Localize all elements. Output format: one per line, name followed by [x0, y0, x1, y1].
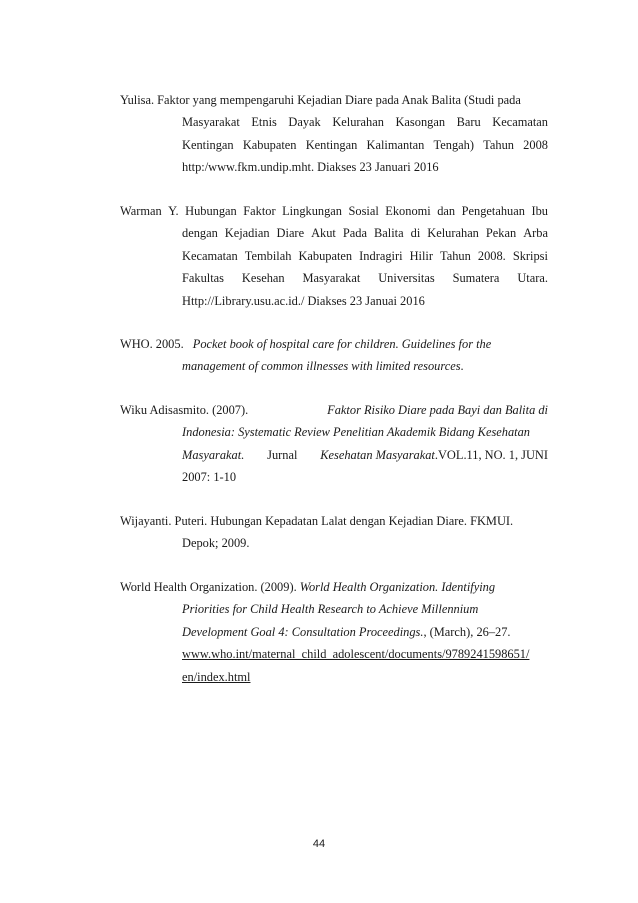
reference-line: 2007: 1-10	[182, 470, 237, 485]
word: Balita	[374, 226, 404, 241]
journal-name: Kesehatan Masyarakat	[320, 447, 435, 462]
word: 2008.	[477, 248, 506, 263]
word: Pada	[342, 226, 367, 241]
word: Pengetahuan	[461, 204, 525, 218]
word: Ekonomi	[385, 204, 431, 218]
citation-title: Masyarakat.	[182, 447, 245, 462]
word: Lingkungan	[282, 204, 342, 218]
word: Universitas	[378, 271, 435, 286]
journal-label: Jurnal	[267, 447, 298, 462]
citation-punctuation: .	[460, 359, 464, 374]
word: Hilir	[409, 248, 433, 263]
reference-line: Indonesia: Systematic Review Penelitian Akademik Bidang Kesehatan	[182, 425, 530, 440]
word: dengan	[182, 226, 218, 241]
word: Tembilah	[244, 248, 292, 263]
word: Kalimantan	[366, 137, 425, 152]
word: Kabupaten	[242, 137, 297, 152]
word: Kecamatan	[182, 248, 238, 263]
reference-wiku-adisasmito	[120, 399, 548, 489]
word: 2008	[523, 137, 548, 152]
word: Skripsi	[512, 248, 548, 263]
word: Hubungan	[185, 204, 237, 218]
reference-who-2005	[120, 333, 548, 378]
word: Tahun	[440, 248, 471, 263]
word: Masyarakat	[302, 271, 361, 286]
reference-line: Priorities for Child Health Research to Achieve Millennium	[182, 602, 479, 617]
word: Y.	[168, 204, 179, 218]
reference-line	[120, 621, 548, 643]
reference-line	[120, 355, 548, 377]
journal-volume: .VOL.11, NO. 1, JUNI	[434, 447, 548, 462]
word: Kelurahan	[427, 226, 479, 241]
reference-line	[120, 222, 548, 244]
citation-title: Pocket book of hospital care for children. Guidelines for the	[192, 337, 492, 351]
reference-wijayanti	[120, 510, 548, 555]
reference-url-link[interactable]: en/index.html	[182, 669, 251, 684]
word: Tengah)	[433, 137, 474, 152]
page-number: 44	[312, 838, 326, 850]
word: Kejadian	[224, 226, 270, 241]
word: Sosial	[348, 204, 379, 218]
word: Diare	[276, 226, 305, 241]
citation-author: WHO. 2005.	[120, 337, 184, 351]
word: dan	[437, 204, 456, 218]
citation-title: World Health Organization. Identifying	[299, 580, 496, 594]
word: Fakultas	[182, 271, 224, 286]
word: Kasongan	[395, 115, 446, 130]
word: Tahun	[483, 137, 514, 152]
reference-line	[120, 134, 548, 156]
reference-line: Yulisa. Faktor yang mempengaruhi Kejadian Diare pada Anak Balita (Studi pada	[120, 93, 521, 107]
citation-author: Wiku Adisasmito. (2007).	[120, 403, 249, 417]
word: Kentingan	[305, 137, 358, 152]
word: Kesehan	[241, 271, 285, 286]
reference-line	[120, 111, 548, 133]
word: Ibu	[531, 204, 548, 218]
word: Faktor	[243, 204, 276, 218]
reference-url-link[interactable]: www.who.int/maternal_child_adolescent/documents/9789241598651/	[182, 647, 530, 662]
reference-yulisa	[120, 89, 548, 179]
reference-line: Http://Library.usu.ac.id./ Diakses 23 Januai 2016	[182, 293, 425, 308]
citation-author: World Health Organization. (2009).	[120, 580, 297, 594]
reference-line	[120, 245, 548, 267]
word: Warman	[120, 204, 162, 218]
word: Etnis	[251, 115, 277, 130]
word: Masyarakat	[182, 115, 240, 130]
word: Kentingan	[182, 137, 234, 152]
word: Dayak	[288, 115, 321, 130]
reference-line	[120, 399, 548, 421]
reference-line: Depok; 2009.	[182, 536, 250, 551]
word: Baru	[456, 115, 481, 130]
word: Utara.	[517, 271, 548, 286]
reference-line	[120, 444, 548, 466]
reference-line	[120, 576, 548, 598]
reference-line: http:/www.fkm.undip.mht. Diakses 23 Januari 2016	[182, 160, 439, 175]
reference-warman	[120, 200, 548, 312]
word: Kabupaten	[298, 248, 353, 263]
reference-line	[120, 200, 548, 222]
word: Sumatera	[452, 271, 500, 286]
word: Kelurahan	[332, 115, 384, 130]
citation-details: , (March), 26–27.	[423, 624, 511, 639]
reference-line	[120, 333, 548, 355]
word: Indragiri	[359, 248, 403, 263]
citation-title: Development Goal 4: Consultation Proceedings.	[182, 624, 424, 639]
citation-title: management of common illnesses with limited resources	[182, 359, 461, 374]
word: Arba	[523, 226, 548, 241]
word: Kecamatan	[492, 115, 548, 130]
citation-title: Faktor Risiko Diare pada Bayi dan Balita di	[327, 403, 548, 417]
word: di	[410, 226, 421, 241]
reference-line: Wijayanti. Puteri. Hubungan Kepadatan Lalat dengan Kejadian Diare. FKMUI.	[120, 514, 514, 528]
word: Pekan	[485, 226, 517, 241]
word: Akut	[311, 226, 336, 241]
reference-who-2009	[120, 576, 548, 688]
reference-line	[120, 267, 548, 289]
